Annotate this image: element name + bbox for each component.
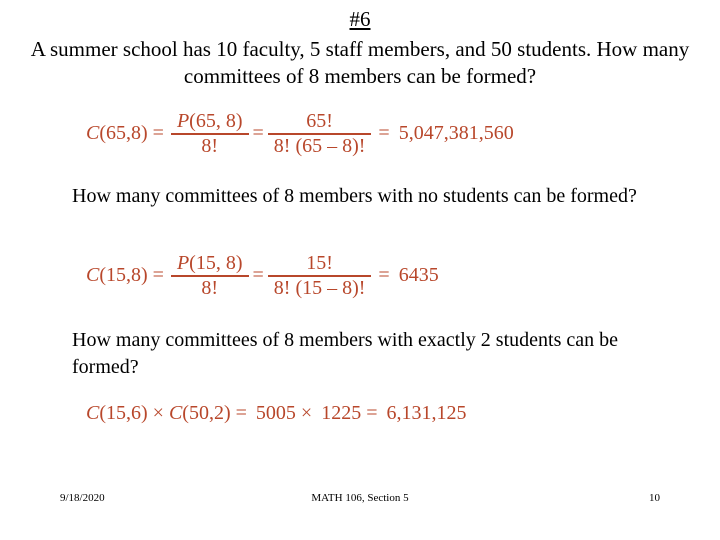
formula-2-fraction-1-numerator	[171, 253, 249, 275]
formula-3-equals-2: =	[366, 402, 378, 424]
formula-1-fraction-2	[268, 111, 372, 157]
formula-1-lhs-args: (65,8)	[99, 122, 148, 145]
page-title-text: #6	[349, 7, 371, 31]
formula-1-fraction-1	[171, 111, 249, 157]
formula-2-lhs-fn: C	[86, 264, 100, 287]
formula-2-fraction-2-denominator: 8! (15 – 8)!	[273, 276, 366, 299]
formula-2-result: 6435	[398, 264, 439, 287]
formula-2-fraction-1	[171, 253, 249, 299]
formula-1-fraction-1-numerator-fn: P	[176, 110, 190, 132]
footer-page-number: 10	[649, 492, 660, 504]
formula-1-fraction-1-numerator-args: (65, 8)	[189, 110, 243, 132]
formula-2-fraction-2	[268, 253, 372, 299]
formula-3-value-2: 1225	[321, 402, 362, 424]
formula-2-lhs-args: (15,8)	[99, 264, 148, 287]
formula-1-equals-3: =	[378, 122, 390, 145]
intro-prompt: A summer school has 10 faculty, 5 staff members, and 50 students. How many committees of 8 members can be formed?	[30, 37, 690, 88]
formula-3-times-2: ×	[300, 402, 313, 424]
formula-2-equals-2: =	[252, 264, 264, 287]
formula-3-term-2-fn: C	[168, 402, 183, 424]
formula-3-equals-1: =	[235, 402, 247, 424]
formula-row-3	[86, 402, 466, 425]
formula-2-fraction-2-numerator: 15!	[306, 252, 333, 274]
footer-date: 9/18/2020	[60, 492, 105, 504]
formula-3-term-1	[86, 402, 148, 425]
formula-1-equals-2: =	[252, 122, 264, 145]
page-title	[0, 6, 720, 32]
slide-footer	[0, 492, 720, 512]
formula-1-fraction-2-numerator: 65!	[306, 110, 333, 132]
formula-3-term-2-args: (50,2)	[182, 402, 231, 424]
formula-2-lhs	[86, 264, 148, 287]
formula-1-fraction-1-numerator	[171, 111, 249, 133]
formula-1-fraction-1-denominator: 8!	[201, 134, 219, 157]
formula-3-value-1: 5005	[255, 402, 296, 424]
formula-2-fraction-1-denominator: 8!	[201, 276, 219, 299]
formula-3-term-2	[169, 402, 231, 425]
footer-course: MATH 106, Section 5	[311, 492, 409, 504]
formula-1-result: 5,047,381,560	[398, 122, 514, 145]
formula-row-1	[86, 111, 514, 157]
formula-2-equals-1: =	[152, 264, 164, 287]
question-no-students: How many committees of 8 members with no students can be formed?	[72, 185, 637, 207]
formula-1-fraction-2-denominator: 8! (65 – 8)!	[273, 134, 366, 157]
formula-2-fraction-1-numerator-args: (15, 8)	[189, 252, 243, 274]
formula-3-term-1-args: (15,6)	[99, 402, 148, 424]
formula-3-term-1-fn: C	[86, 402, 100, 424]
formula-2-fraction-1-numerator-fn: P	[176, 252, 190, 274]
formula-3-times-1: ×	[152, 402, 164, 424]
formula-1-equals-1: =	[152, 122, 164, 145]
formula-1-lhs	[86, 122, 148, 145]
formula-row-2	[86, 253, 439, 299]
formula-1-lhs-fn: C	[86, 122, 100, 145]
formula-2-equals-3: =	[378, 264, 390, 287]
formula-3-result: 6,131,125	[386, 402, 467, 424]
question-exactly-2-students: How many committees of 8 members with exactly 2 students can be formed?	[72, 329, 618, 378]
